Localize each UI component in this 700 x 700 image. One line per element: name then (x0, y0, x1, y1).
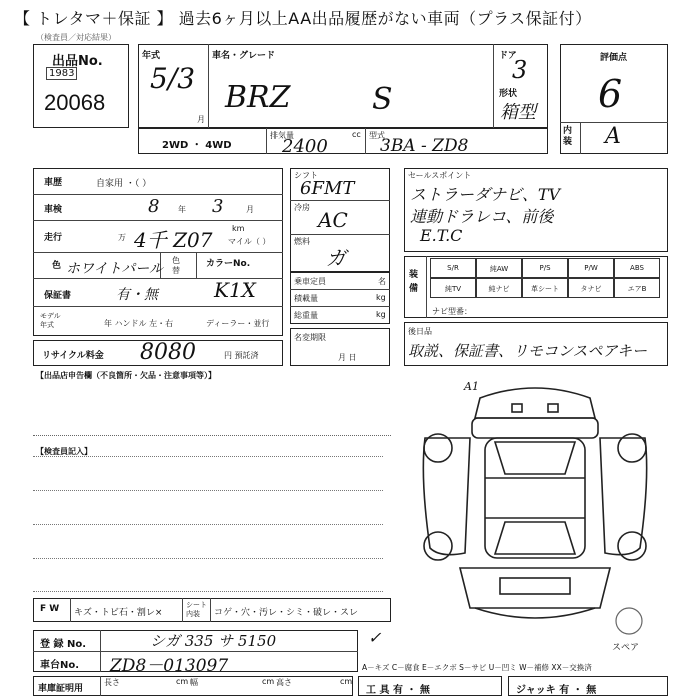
month-unit: 月 (246, 205, 254, 214)
weight-label: 総重量 (294, 311, 318, 320)
inspector-remarks-area (33, 456, 391, 592)
inspection-label: 車検 (44, 205, 63, 215)
shift-value: 6FMT (300, 178, 355, 199)
lot-number: 20068 (44, 90, 106, 115)
car-label: 車名・グレード (212, 51, 276, 61)
length-label: 長さ (104, 678, 120, 687)
interior-label: 内装 (563, 126, 573, 147)
damage-mark-a1: A1 (464, 380, 479, 393)
equip-cell (522, 278, 568, 298)
inspector-remarks-label: 【検査員記入】 (36, 447, 92, 456)
year-value: 5/3 (150, 62, 196, 95)
fuel-label: 燃料 (294, 237, 310, 246)
warranty-value: 有・無 (116, 287, 158, 303)
equip-cell-label: 純AW (489, 265, 509, 273)
model-label: 型式 (369, 131, 385, 140)
equip-cell-label: P/S (539, 264, 551, 272)
length-unit: cm (176, 677, 189, 686)
check-mark: ✓ (368, 628, 382, 647)
cert-label: 車庫証明用 (38, 684, 84, 694)
shape-label: 形状 (499, 89, 518, 99)
equip-cell-label: 革シート (531, 285, 559, 293)
recycle-label: リサイクル料金 (42, 351, 104, 361)
chassis-label: 車台No. (40, 660, 80, 671)
sales-label: セールスポイント (408, 171, 472, 180)
sales-line1: ストラーダナビ、TV (410, 185, 561, 204)
year-label: 年式 (142, 51, 161, 61)
history-options: 自家用 ・（ ） (96, 179, 152, 189)
reg-label: 登 録 No. (40, 639, 87, 650)
model-value: 3BA - ZD8 (380, 136, 469, 156)
ac-value: AC (318, 208, 348, 232)
year-unit: 年 (178, 205, 186, 214)
score-value: 6 (598, 72, 623, 116)
grade: S (372, 82, 393, 117)
equip-cell (476, 258, 522, 278)
equip-cell (430, 278, 476, 298)
seller-remarks-label: 【出品店申告欄（不良箇所・欠品・注意事項等）】 (36, 371, 216, 380)
shift-label: シフト (294, 171, 318, 180)
seat-label: シート内装 (186, 601, 207, 618)
equip-cell (568, 258, 614, 278)
shape-value: 箱型 (500, 102, 536, 123)
fuel-value: ガ (326, 246, 346, 270)
equip-cell (614, 278, 660, 298)
equip-cell-label: 純TV (444, 285, 462, 293)
equip-cell (430, 258, 476, 278)
after-value: 取説、保証書、リモコンスペアキー (408, 342, 647, 360)
jack-label: ジャッキ 有 ・ 無 (516, 685, 597, 696)
year-suffix: 月 (197, 115, 205, 124)
inspection-month: 3 (212, 196, 224, 217)
height-unit: cm (340, 677, 353, 686)
banner-title: 【 トレタマ＋保証 】 過去6ヶ月以上AA出品履歴がない車両（プラス保証付） (14, 9, 592, 28)
fw-text: キズ・トビ石・割レ× (74, 608, 163, 618)
mileage-label: 走行 (44, 233, 63, 243)
model-year-label: モデル年式 (40, 312, 61, 329)
equip-label: 装備 (409, 270, 419, 294)
equip-cell (568, 278, 614, 298)
ac-label: 冷房 (294, 203, 310, 212)
history-label: 車歴 (44, 178, 63, 188)
handle-label: 年 ハンドル 左・右 (104, 319, 174, 328)
equip-cell-label: P/W (584, 264, 598, 272)
recycle-unit: 円 預託済 (224, 351, 259, 360)
color-no-label: カラーNo. (206, 259, 251, 269)
equip-cell-label: エアB (627, 285, 647, 293)
km-unit: km (232, 224, 245, 233)
width-label: 幅 (190, 678, 198, 687)
header-subline: （検査員／対応結果） (36, 33, 116, 42)
equip-cell-label: S/R (447, 264, 459, 272)
capacity-unit: 名 (378, 277, 386, 286)
recycle-value: 8080 (140, 340, 196, 365)
sales-line3: E.T.C (420, 226, 463, 245)
weight-unit: kg (376, 310, 386, 319)
navi-label: ナビ型番： (432, 307, 472, 316)
dealer-label: ディーラー・並行 (206, 319, 270, 328)
displacement-value: 2400 (282, 136, 328, 157)
doors-value: 3 (512, 56, 528, 84)
equip-cell (476, 278, 522, 298)
color-label: 色 (52, 261, 62, 271)
seller-remarks-area (33, 380, 391, 436)
equip-cell-label: タナビ (580, 285, 602, 293)
displacement-label: 排気量 (270, 131, 294, 140)
color-no-value: K1X (214, 278, 256, 302)
lot-label: 出品No. (52, 54, 103, 69)
mileage-prefix: 万 (118, 233, 126, 242)
damage-legend: A－キズ C－腐食 E－エクボ S－サビ U－凹ミ W－補修 XX－交換済 (362, 663, 592, 672)
after-label: 後日品 (408, 327, 432, 336)
equip-cell (522, 258, 568, 278)
change-unit: 月 日 (338, 353, 357, 362)
height-label: 高さ (276, 678, 292, 687)
equip-cell (614, 258, 660, 278)
capacity-label: 乗車定員 (294, 277, 326, 286)
spare-tire-icon (614, 606, 644, 636)
width-unit: cm (262, 677, 275, 686)
inspection-year: 8 (148, 196, 160, 217)
chassis-value: ZD8－013097 (110, 656, 229, 676)
sales-line2: 連動ドラレコ、前後 (410, 207, 554, 226)
lot-tag: 1983 (46, 67, 77, 80)
load-label: 積載量 (294, 294, 318, 303)
fw-label: F W (40, 604, 60, 614)
tools-label: 工 具 有 ・ 無 (366, 685, 430, 696)
equip-cell-label: 純ナビ (488, 285, 510, 293)
mileage-value: 4千 Z07 (134, 228, 213, 252)
drive-options: 2WD ・ 4WD (162, 140, 232, 151)
score-label: 評価点 (600, 53, 628, 63)
spare-label: スペア (612, 643, 640, 653)
seat-text: コゲ・穴・汚レ・シミ・破レ・スレ (214, 608, 359, 618)
interior-value: A (605, 124, 621, 149)
change-label: 名変期限 (294, 333, 326, 342)
doors-label: ドア (499, 51, 517, 61)
color-change: 色替 (172, 256, 180, 275)
car-name: BRZ (225, 80, 291, 115)
equip-cell-label: ABS (630, 264, 644, 272)
load-unit: kg (376, 293, 386, 302)
warranty-label: 保証書 (44, 291, 72, 301)
reg-value: シガ 335 サ 5150 (150, 632, 277, 650)
color-value: ホワイトパール (66, 261, 164, 277)
mile-unit: マイル（ ） (228, 237, 271, 246)
cc-unit: cc (352, 130, 361, 139)
